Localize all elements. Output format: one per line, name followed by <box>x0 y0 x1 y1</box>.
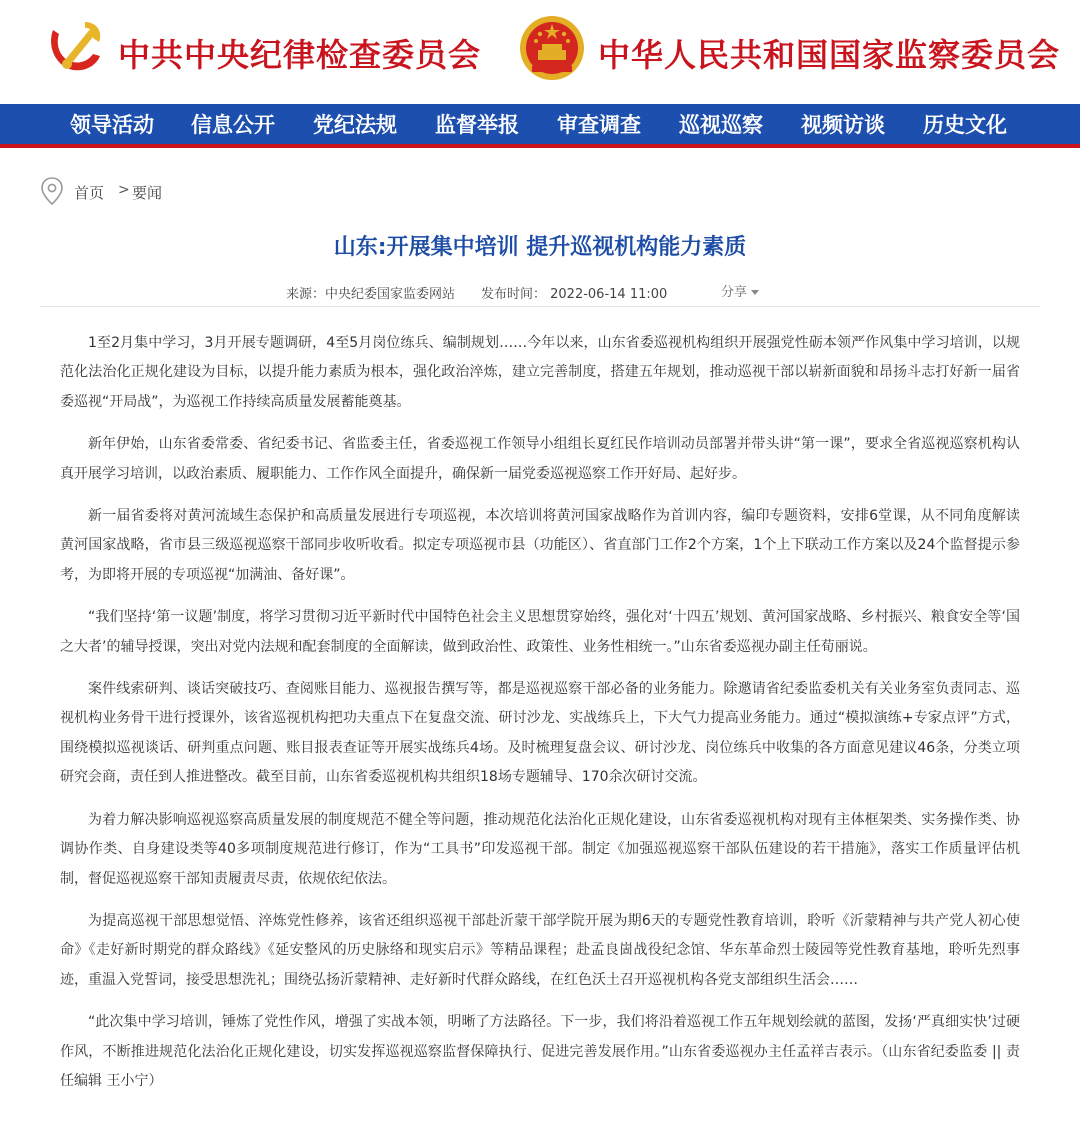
article-paragraph: “此次集中学习培训，锤炼了党性作风，增强了实战本领，明晰了方法路径。下一步，我们将沿着巡视工作五年规划绘就的蓝图，发扬‘严真细实快’过硬作风，不断推进规范化法治化正规化建设，切实发挥巡视巡察监督保障执行、促进完善发展作用。”山东省委巡视办主任孟祥吉表示。（山东省纪委监委 || 责任编辑 王小宁） <box>60 1014 1020 1089</box>
nav-item-reporting[interactable]: 监督举报 <box>435 112 519 137</box>
party-emblem-icon[interactable] <box>43 16 105 78</box>
share-label: 分享 <box>721 285 748 300</box>
chevron-down-icon <box>751 290 759 295</box>
article-paragraph: 1至2月集中学习，3月开展专题调研，4至5月岗位练兵、编制规划……今年以来，山东省委巡视机构组织开展强党性砺本领严作风集中学习培训，以规范化法治化正规化建设为目标，以提升能力素质为根本，强化政治淬炼，建立完善制度，搭建五年规划，推动巡视干部以崭新面貌和昂扬斗志打好新一届省委巡视“开局战”，为巡视工作持续高质量发展蓄能奠基。 <box>60 335 1020 410</box>
breadcrumb-separator: > <box>118 182 130 198</box>
title-divider <box>40 306 1040 307</box>
article-paragraph: 为提高巡视干部思想觉悟、淬炼党性修养，该省还组织巡视干部赴沂蒙干部学院开展为期6天的专题党性教育培训，聆听《沂蒙精神与共产党人初心使命》《走好新时期党的群众路线》《延安整风的历史脉络和现实启示》等精品课程；赴孟良崮战役纪念馆、华东革命烈士陵园等党性教育基地，聆听先烈事迹，重温入党誓词，接受思想洗礼；围绕弘扬沂蒙精神、走好新时代群众路线，在红色沃土召开巡视机构各党支部组织生活会…… <box>60 912 1020 988</box>
location-pin-icon <box>40 176 64 206</box>
national-emblem-icon[interactable] <box>518 14 586 82</box>
main-nav <box>0 104 1080 148</box>
nav-item-inspection[interactable]: 巡视巡察 <box>679 112 763 137</box>
nav-item-history[interactable]: 历史文化 <box>923 112 1007 137</box>
article-paragraph: 为着力解决影响巡视巡察高质量发展的制度规范不健全等问题，推动规范化法治化正规化建设，山东省委巡视机构对现有主体框架类、实务操作类、协调协作类、自身建设类等40多项制度规范进行修订，作为“工具书”印发巡视干部。制定《加强巡视巡察干部队伍建设的若干措施》，落实工作质量评估机制，督促巡视巡察干部知责履责尽责，依规依纪依法。 <box>60 811 1020 887</box>
article-paragraph: 新一届省委将对黄河流域生态保护和高质量发展进行专项巡视，本次培训将黄河国家战略作为首训内容，编印专题资料，安排6堂课，从不同角度解读黄河国家战略，省市县三级巡视巡察干部同步收听收看。拟定专项巡视市县（功能区）、省直部门工作2个方案，1个上下联动工作方案以及24个监督提示参考，为即将开展的专项巡视“加满油、备好课”。 <box>60 508 1020 583</box>
article-body <box>60 329 1020 1109</box>
nav-item-leadership[interactable]: 领导活动 <box>70 112 154 137</box>
site-title-nsc[interactable]: 中华人民共和国国家监察委员会 <box>598 36 1061 74</box>
nav-item-video[interactable]: 视频访谈 <box>801 112 885 137</box>
site-header <box>0 0 1080 104</box>
breadcrumb-current-link[interactable]: 要闻 <box>132 184 163 202</box>
article-publish-time: 发布时间： 2022-06-14 11:00 <box>481 287 668 302</box>
nav-item-disclosure[interactable]: 信息公开 <box>191 112 275 137</box>
article-source: 来源：中央纪委国家监委网站 <box>286 287 456 302</box>
article-paragraph: “我们坚持‘第一议题’制度，将学习贯彻习近平新时代中国特色社会主义思想贯穿始终，强化对‘十四五’规划、黄河国家战略、乡村振兴、粮食安全等‘国之大者’的辅导授课，突出对党内法规和配套制度的全面解读，做到政治性、政策性、业务性相统一。”山东省委巡视办副主任荀丽说。 <box>60 609 1020 655</box>
article-title: 山东:开展集中培训 提升巡视机构能力素质 <box>333 235 747 260</box>
share-dropdown[interactable] <box>721 281 759 300</box>
article-paragraph: 新年伊始，山东省委常委、省纪委书记、省监委主任，省委巡视工作领导小组组长夏红民作培训动员部署并带头讲“第一课”，要求全省巡视巡察机构认真开展学习培训，以政治素质、履职能力、工作作风全面提升，确保新一届党委巡视巡察工作开好局、起好步。 <box>60 436 1020 482</box>
article-paragraph: 案件线索研判、谈话突破技巧、查阅账目能力、巡视报告撰写等，都是巡视巡察干部必备的业务能力。除邀请省纪委监委机关有关业务室负责同志、巡视机构业务骨干进行授课外，该省巡视机构把功夫重点下在复盘交流、研讨沙龙、实战练兵上，下大气力提高业务能力。通过“模拟演练+专家点评”方式，围绕模拟巡视谈话、研判重点问题、账目报表查证等开展实战练兵4场。及时梳理复盘会议、研讨沙龙、岗位练兵中收集的各方面意见建议46条，分类立项研究会商，责任到人推进整改。截至目前，山东省委巡视机构共组织18场专题辅导、170余次研讨交流。 <box>60 681 1020 786</box>
breadcrumb-home-link[interactable]: 首页 <box>74 184 105 202</box>
nav-item-regulations[interactable]: 党纪法规 <box>313 112 397 137</box>
site-title-ccdi[interactable]: 中共中央纪律检查委员会 <box>118 36 482 74</box>
nav-item-investigation[interactable]: 审查调查 <box>557 112 641 137</box>
